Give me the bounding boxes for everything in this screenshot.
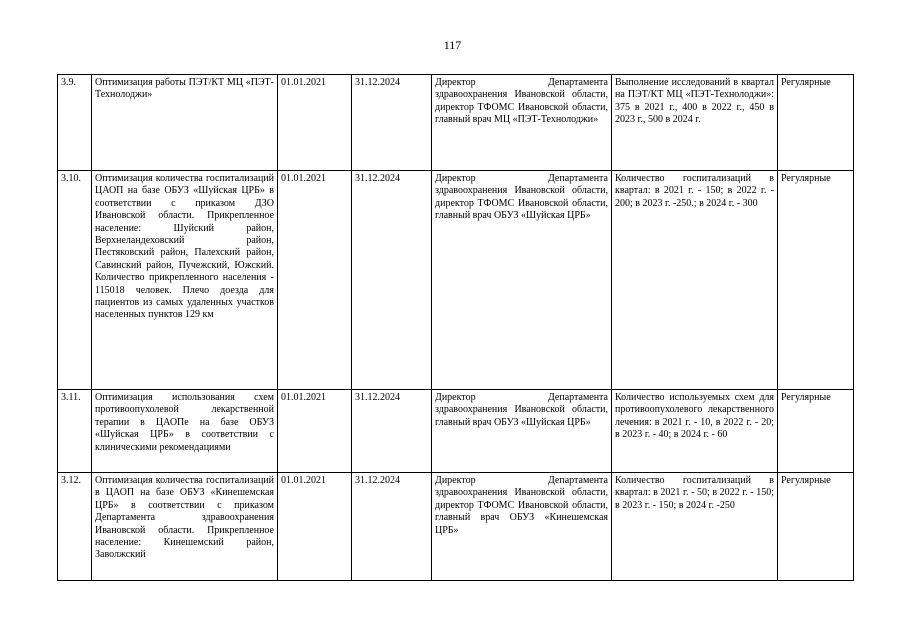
periodicity-cell: Регулярные (778, 390, 854, 473)
periodicity-cell: Регулярные (778, 171, 854, 390)
row-number: 3.11. (58, 390, 92, 473)
start-date-cell: 01.01.2021 (278, 75, 352, 171)
result-cell: Количество госпитализаций в квартал: в 2021 г. - 50; в 2022 г. - 150; в 2023 г. - 150; в 2024 г. -250 (612, 473, 778, 581)
table-row (58, 473, 854, 581)
responsible-cell: Директор Департамента здравоохранения Ивановской области, директор ТФОМС Ивановской области, главный врач ОБУЗ «Шуйская ЦРБ» (432, 171, 612, 390)
start-date-cell: 01.01.2021 (278, 171, 352, 390)
activity-cell: Оптимизация работы ПЭТ/КТ МЦ «ПЭТ-Технолоджи» (92, 75, 278, 171)
responsible-cell: Директор Департамента здравоохранения Ивановской области, директор ТФОМС Ивановской области, главный врач МЦ «ПЭТ-Технолоджи» (432, 75, 612, 171)
result-cell: Количество госпитализаций в квартал: в 2021 г. - 150; в 2022 г. - 200; в 2023 г. -250.; в 2024 г. - 300 (612, 171, 778, 390)
measures-table (57, 74, 854, 581)
table-row (58, 171, 854, 390)
row-number: 3.12. (58, 473, 92, 581)
row-number: 3.10. (58, 171, 92, 390)
periodicity-cell: Регулярные (778, 473, 854, 581)
row-number: 3.9. (58, 75, 92, 171)
start-date-cell: 01.01.2021 (278, 390, 352, 473)
activity-cell: Оптимизация количества госпитализаций ЦАОП на базе ОБУЗ «Шуйская ЦРБ» в соответствии с приказом ДЗО Ивановской области. Прикрепленное население: Шуйский район, Верхнеландеховский район, Пестяковский район, Палехский район, Савинский район, Пучежский, Южский. Количество прикрепленного населения - 115018 человек. Плечо доезда для пациентов из самых удаленных участков населенных пунктов 129 км (92, 171, 278, 390)
end-date-cell: 31.12.2024 (352, 171, 432, 390)
end-date-cell: 31.12.2024 (352, 390, 432, 473)
table-row (58, 75, 854, 171)
end-date-cell: 31.12.2024 (352, 473, 432, 581)
responsible-cell: Директор Департамента здравоохранения Ивановской области, директор ТФОМС Ивановской области, главный врач ОБУЗ «Кинешемская ЦРБ» (432, 473, 612, 581)
result-cell: Выполнение исследований в квартал на ПЭТ/КТ МЦ «ПЭТ-Технолоджи»: 375 в 2021 г., 400 в 2022 г., 450 в 2023 г., 500 в 2024 г. (612, 75, 778, 171)
activity-cell: Оптимизация количества госпитализаций в ЦАОП на базе ОБУЗ «Кинешемская ЦРБ» в соответствии с приказом Департамента здравоохранения Ивановской области. Прикрепленное население: Кинешемский район, Заволжский (92, 473, 278, 581)
end-date-cell: 31.12.2024 (352, 75, 432, 171)
table-row (58, 390, 854, 473)
periodicity-cell: Регулярные (778, 75, 854, 171)
page-number: 117 (443, 38, 462, 52)
activity-cell: Оптимизация использования схем противоопухолевой лекарственной терапии в ЦАОПе на базе ОБУЗ «Шуйская ЦРБ» в соответствии с клиническими рекомендациями (92, 390, 278, 473)
result-cell: Количество используемых схем для противоопухолевого лекарственного лечения: в 2021 г. - 10, в 2022 г. - 20; в 2023 г. - 40; в 2024 г. - 60 (612, 390, 778, 473)
responsible-cell: Директор Департамента здравоохранения Ивановской области, главный врач ОБУЗ «Шуйская ЦРБ» (432, 390, 612, 473)
start-date-cell: 01.01.2021 (278, 473, 352, 581)
